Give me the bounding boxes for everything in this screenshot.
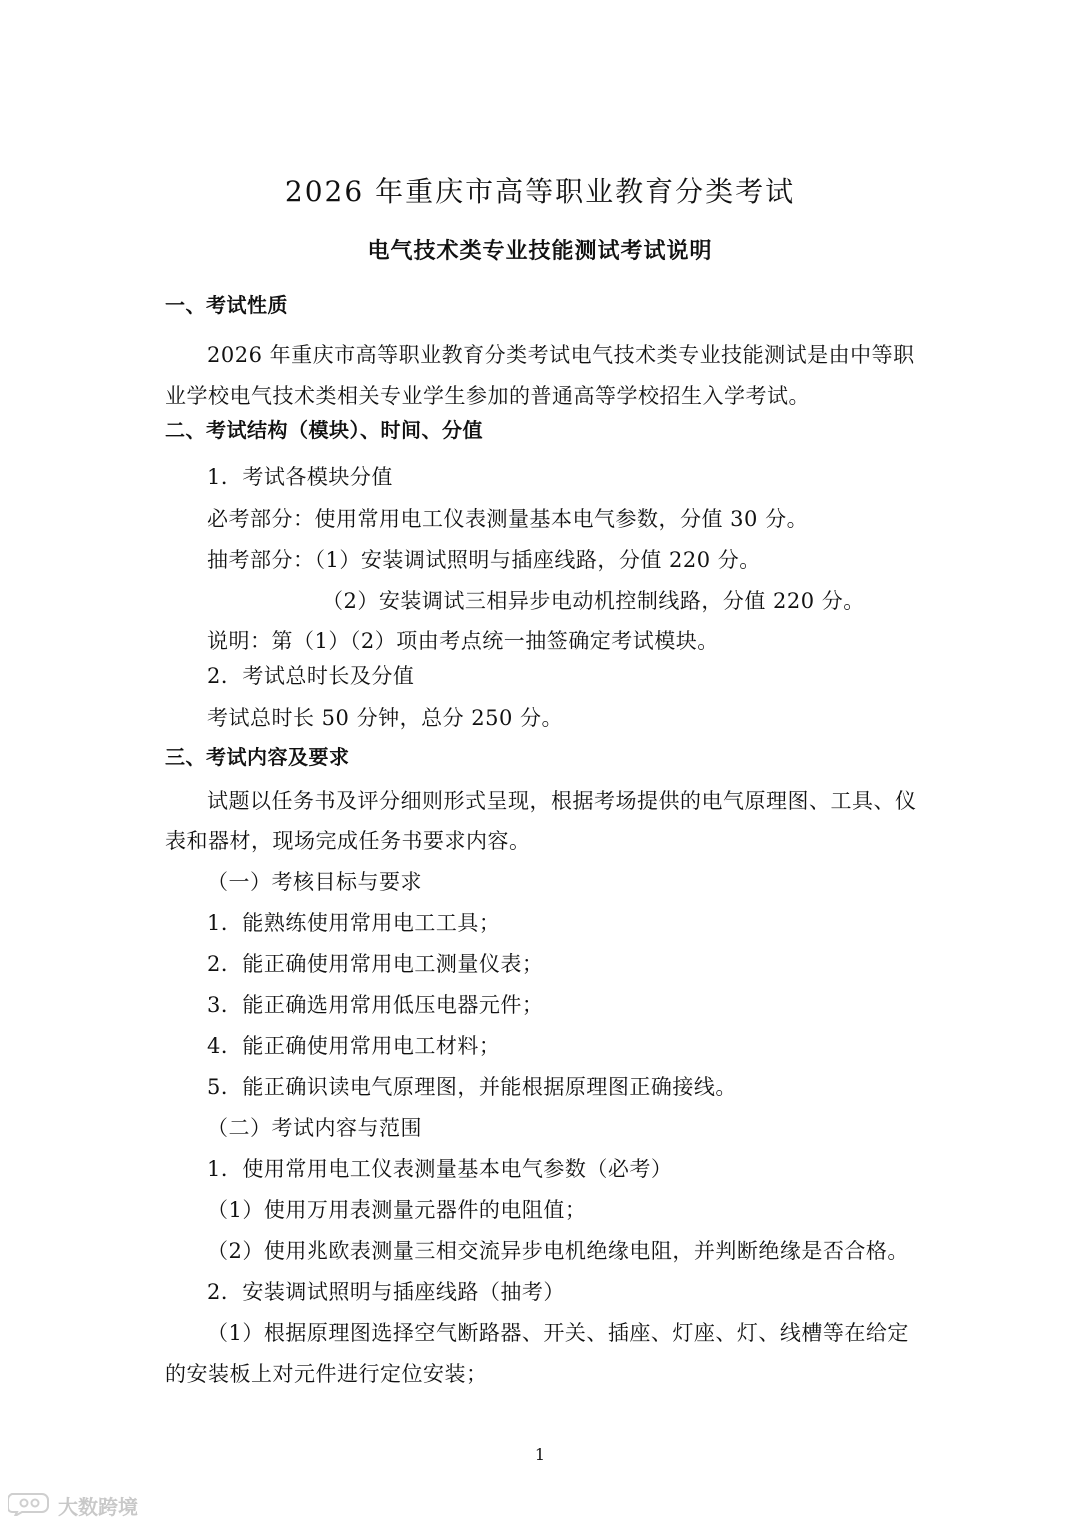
list-item: 1．能熟练使用常用电工工具； [207, 911, 501, 935]
section-heading-1: 一、考试性质 [165, 293, 288, 317]
section-heading-2: 二、考试结构（模块）、时间、分值 [165, 418, 483, 442]
list-item: 1．考试各模块分值 [207, 465, 393, 489]
paragraph-line: 的安装板上对元件进行定位安装； [165, 1362, 488, 1386]
list-item: （1）使用万用表测量元器件的电阻值； [207, 1198, 587, 1222]
paragraph-line: 考试总时长 50 分钟，总分 250 分。 [207, 706, 564, 730]
page-number: 1 [534, 1445, 546, 1464]
paragraph-line: （2）安装调试三相异步电动机控制线路，分值 220 分。 [322, 589, 865, 613]
list-item: 5．能正确识读电气原理图，并能根据原理图正确接线。 [207, 1075, 737, 1099]
document-subtitle: 电气技术类专业技能测试考试说明 [367, 239, 713, 264]
paragraph-line: 必考部分：使用常用电工仪表测量基本电气参数，分值 30 分。 [207, 507, 809, 531]
paragraph-line: （1）根据原理图选择空气断路器、开关、插座、灯座、灯、线槽等在给定 [207, 1321, 909, 1345]
document-title: 2026 年重庆市高等职业教育分类考试 [284, 175, 796, 208]
subsection-heading: （一）考核目标与要求 [207, 870, 422, 894]
paragraph-line: 业学校电气技术类相关专业学生参加的普通高等学校招生入学考试。 [165, 384, 810, 408]
subsection-heading: （二）考试内容与范围 [207, 1116, 422, 1140]
speech-bubble-logo-icon [8, 1490, 52, 1521]
list-item: 2．能正确使用常用电工测量仪表； [207, 952, 544, 976]
list-item: 1．使用常用电工仪表测量基本电气参数（必考） [207, 1157, 673, 1181]
section-heading-3: 三、考试内容及要求 [165, 745, 350, 769]
list-item: 4．能正确使用常用电工材料； [207, 1034, 501, 1058]
paragraph-line: 试题以任务书及评分细则形式呈现，根据考场提供的电气原理图、工具、仪 [207, 789, 917, 813]
list-item: 2．安装调试照明与插座线路（抽考） [207, 1280, 565, 1304]
paragraph-line: 表和器材，现场完成任务书要求内容。 [165, 829, 531, 853]
watermark [8, 1490, 138, 1520]
paragraph-line: 抽考部分：（1）安装调试照明与插座线路，分值 220 分。 [207, 548, 761, 572]
list-item: 3．能正确选用常用低压电器元件； [207, 993, 544, 1017]
paragraph-line: 2026 年重庆市高等职业教育分类考试电气技术类专业技能测试是由中等职 [207, 343, 915, 367]
watermark-text: 大数跨境 [58, 1494, 138, 1519]
note-line: 说明：第（1）（2）项由考点统一抽签确定考试模块。 [207, 629, 719, 653]
list-item: （2）使用兆欧表测量三相交流异步电机绝缘电阻，并判断绝缘是否合格。 [207, 1239, 909, 1263]
list-item: 2．考试总时长及分值 [207, 664, 415, 688]
